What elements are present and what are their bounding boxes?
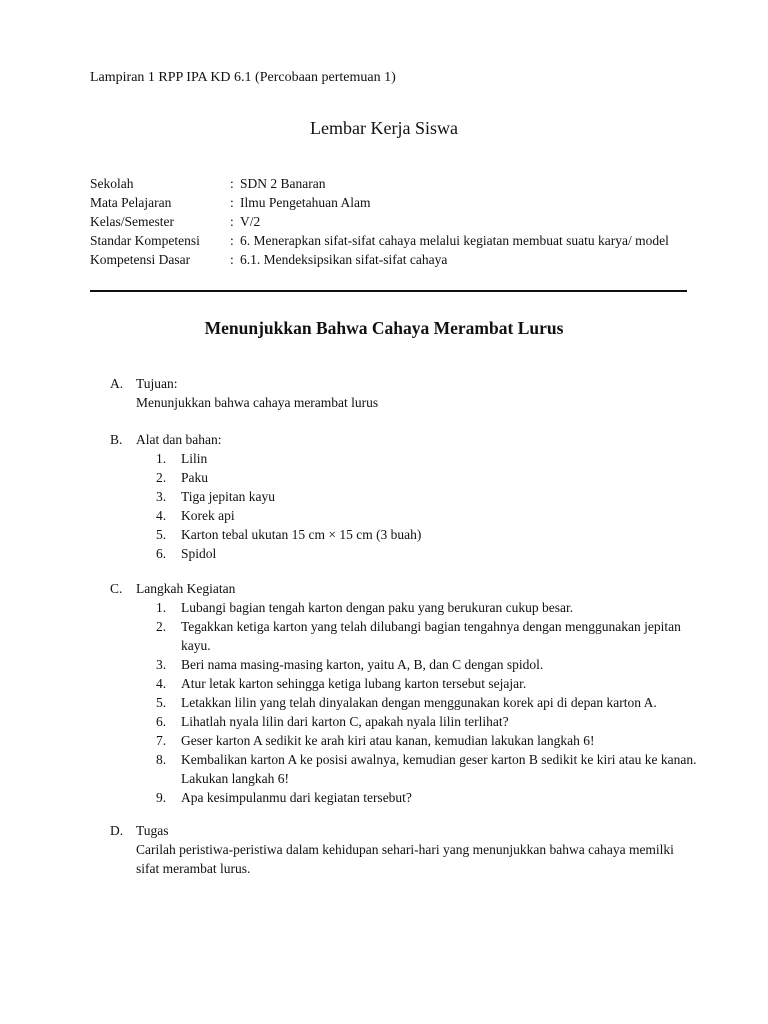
list-number: 6. (156, 546, 167, 561)
list-text: Tiga jepitan kayu (181, 489, 275, 504)
lampiran-header: Lampiran 1 RPP IPA KD 6.1 (Percobaan pertemuan 1) (90, 70, 396, 85)
list-number: 1. (156, 451, 167, 466)
list-number: 3. (156, 489, 167, 504)
list-item (156, 731, 711, 750)
list-text: Tegakkan ketiga karton yang telah dilubangi bagian tengahnya dengan menggunakan jepitan kayu. (181, 619, 681, 653)
info-table (90, 174, 669, 269)
section-title: Langkah Kegiatan (136, 581, 236, 596)
section-tujuan (110, 374, 378, 412)
list-item (156, 544, 711, 563)
langkah-list (110, 598, 711, 807)
info-row-kompetensi-dasar (90, 250, 669, 269)
list-number: 5. (156, 527, 167, 542)
section-text: Menunjukkan bahwa cahaya merambat lurus (136, 395, 379, 410)
list-number: 6. (156, 714, 167, 729)
info-row-kelas-semester (90, 212, 669, 231)
divider (90, 290, 687, 292)
list-item (156, 712, 711, 731)
list-number: 8. (156, 752, 167, 767)
info-label: Standar Kompetensi (90, 233, 200, 248)
info-value: Ilmu Pengetahuan Alam (240, 195, 371, 210)
section-letter: D. (110, 823, 124, 838)
list-number: 5. (156, 695, 167, 710)
info-row-standar-kompetensi (90, 231, 669, 250)
list-number: 1. (156, 600, 167, 615)
section-tugas (110, 821, 691, 878)
list-item (156, 655, 711, 674)
info-row-mata-pelajaran (90, 193, 669, 212)
info-label: Kompetensi Dasar (90, 252, 191, 267)
info-label: Sekolah (90, 176, 134, 191)
list-item (156, 525, 711, 544)
list-number: 3. (156, 657, 167, 672)
info-value: 6. Menerapkan sifat-sifat cahaya melalui kegiatan membuat suatu karya/ model (240, 233, 669, 248)
list-number: 2. (156, 470, 167, 485)
info-row-sekolah (90, 174, 669, 193)
list-item (156, 788, 711, 807)
list-text: Kembalikan karton A ke posisi awalnya, kemudian geser karton B sedikit ke kiri atau ke kanan. Lakukan langkah 6! (181, 752, 697, 786)
info-colon: : (230, 252, 234, 267)
list-item (156, 598, 711, 617)
list-text: Beri nama masing-masing karton, yaitu A, B, dan C dengan spidol. (181, 657, 544, 672)
info-value: SDN 2 Banaran (240, 176, 326, 191)
list-text: Paku (181, 470, 208, 485)
list-text: Lihatlah nyala lilin dari karton C, apakah nyala lilin terlihat? (181, 714, 509, 729)
list-text: Korek api (181, 508, 235, 523)
info-value: V/2 (240, 214, 261, 229)
info-label: Kelas/Semester (90, 214, 174, 229)
section-text: Carilah peristiwa-peristiwa dalam kehidupan sehari-hari yang menunjukkan bahwa cahaya memilki sifat merambat lurus. (136, 842, 674, 876)
list-item (156, 674, 711, 693)
list-number: 7. (156, 733, 167, 748)
list-number: 2. (156, 619, 167, 634)
info-colon: : (230, 214, 234, 229)
section-heading (110, 374, 378, 393)
list-item (156, 617, 711, 655)
section-alat-bahan (110, 430, 711, 563)
section-subtitle: Menunjukkan Bahwa Cahaya Merambat Lurus (204, 318, 564, 338)
list-number: 4. (156, 508, 167, 523)
section-heading (110, 430, 711, 449)
list-text: Geser karton A sedikit ke arah kiri atau kanan, kemudian lakukan langkah 6! (181, 733, 595, 748)
section-title: Tujuan: (136, 376, 178, 391)
list-item (156, 506, 711, 525)
list-text: Lubangi bagian tengah karton dengan paku yang berukuran cukup besar. (181, 600, 574, 615)
section-langkah-kegiatan (110, 579, 711, 807)
page-title: Lembar Kerja Siswa (310, 118, 458, 138)
list-number: 9. (156, 790, 167, 805)
section-letter: A. (110, 376, 124, 391)
info-colon: : (230, 195, 234, 210)
section-heading (110, 821, 691, 840)
list-item (156, 449, 711, 468)
info-colon: : (230, 176, 234, 191)
list-text: Lilin (181, 451, 208, 466)
section-letter: B. (110, 432, 123, 447)
list-text: Karton tebal ukutan 15 cm × 15 cm (3 buah) (181, 527, 422, 542)
list-text: Spidol (181, 546, 217, 561)
list-item (156, 468, 711, 487)
list-item (156, 487, 711, 506)
section-heading (110, 579, 711, 598)
list-item (156, 693, 711, 712)
info-value: 6.1. Mendeksipsikan sifat-sifat cahaya (240, 252, 448, 267)
info-label: Mata Pelajaran (90, 195, 172, 210)
section-letter: C. (110, 581, 123, 596)
info-colon: : (230, 233, 234, 248)
alat-list (110, 449, 711, 563)
section-title: Alat dan bahan: (136, 432, 222, 447)
list-text: Atur letak karton sehingga ketiga lubang karton tersebut sejajar. (181, 676, 527, 691)
list-number: 4. (156, 676, 167, 691)
section-title: Tugas (136, 823, 169, 838)
list-item (156, 750, 711, 788)
list-text: Letakkan lilin yang telah dinyalakan dengan menggunakan korek api di depan karton A. (181, 695, 657, 710)
list-text: Apa kesimpulanmu dari kegiatan tersebut? (181, 790, 412, 805)
